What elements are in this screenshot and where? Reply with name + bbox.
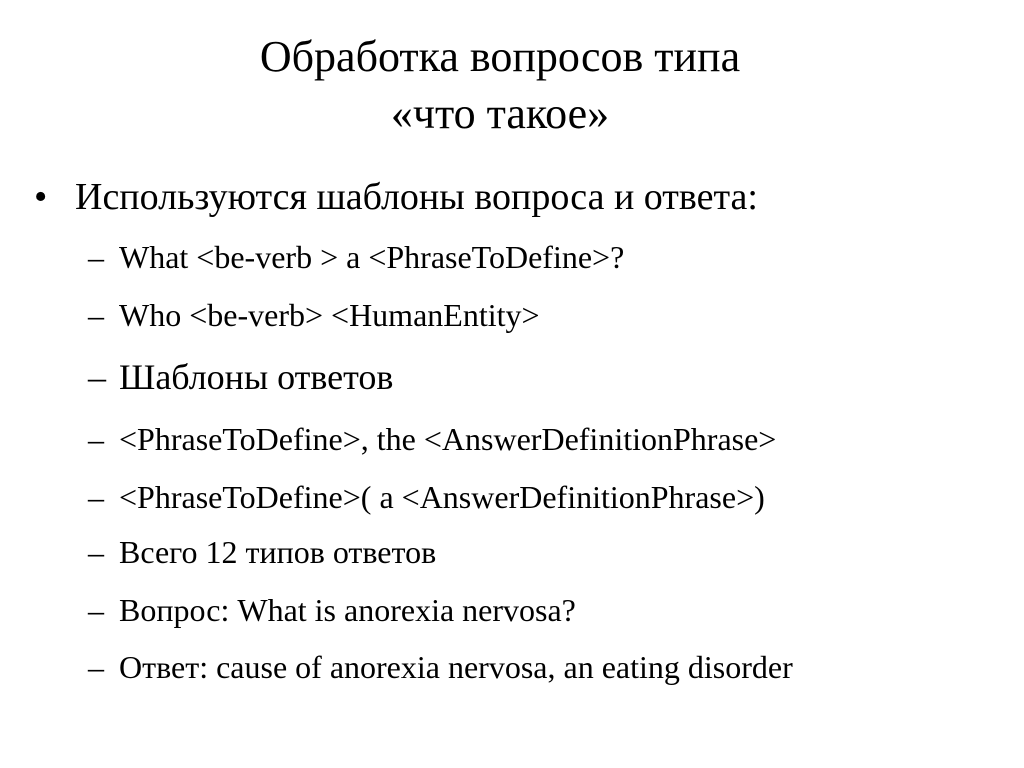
sub-bullet-text: <PhraseToDefine>( a <AnswerDefinitionPhrase>) xyxy=(119,479,765,515)
sub-bullet-text: Всего 12 типов ответов xyxy=(119,534,437,570)
main-bullet xyxy=(34,171,758,223)
dash-icon: – xyxy=(88,534,104,570)
dash-icon: – xyxy=(88,297,104,333)
bullet-dot-icon: • xyxy=(34,176,48,218)
sub-bullet-text: Шаблоны ответов xyxy=(119,357,394,397)
sub-bullet-text: Who <be-verb> <HumanEntity> xyxy=(119,297,540,333)
main-bullet-text: Используются шаблоны вопроса и ответа: xyxy=(75,176,758,218)
sub-bullet-item xyxy=(88,647,793,687)
sub-bullet-item xyxy=(88,295,540,335)
sub-bullet-item xyxy=(88,590,576,630)
sub-bullet-text: Ответ: cause of anorexia nervosa, an eating disorder xyxy=(119,649,793,685)
sub-bullet-text: <PhraseToDefine>, the <AnswerDefinitionPhrase> xyxy=(119,421,777,457)
slide-title-line-2: «что такое» xyxy=(390,89,610,138)
slide-title-line-1: Обработка вопросов типа xyxy=(259,32,741,81)
dash-icon: – xyxy=(88,239,104,275)
slide-title xyxy=(0,28,1000,142)
dash-icon: – xyxy=(88,357,106,397)
dash-icon: – xyxy=(88,421,104,457)
dash-icon: – xyxy=(88,592,104,628)
sub-bullet-item xyxy=(88,419,776,459)
sub-bullet-item xyxy=(88,532,436,572)
dash-icon: – xyxy=(88,479,104,515)
dash-icon: – xyxy=(88,649,104,685)
sub-bullet-item xyxy=(88,237,624,277)
sub-bullet-text: What <be-verb > a <PhraseToDefine>? xyxy=(119,239,625,275)
sub-bullet-item xyxy=(88,477,765,517)
sub-bullet-text: Вопрос: What is anorexia nervosa? xyxy=(119,592,576,628)
sub-bullet-item xyxy=(88,357,393,397)
